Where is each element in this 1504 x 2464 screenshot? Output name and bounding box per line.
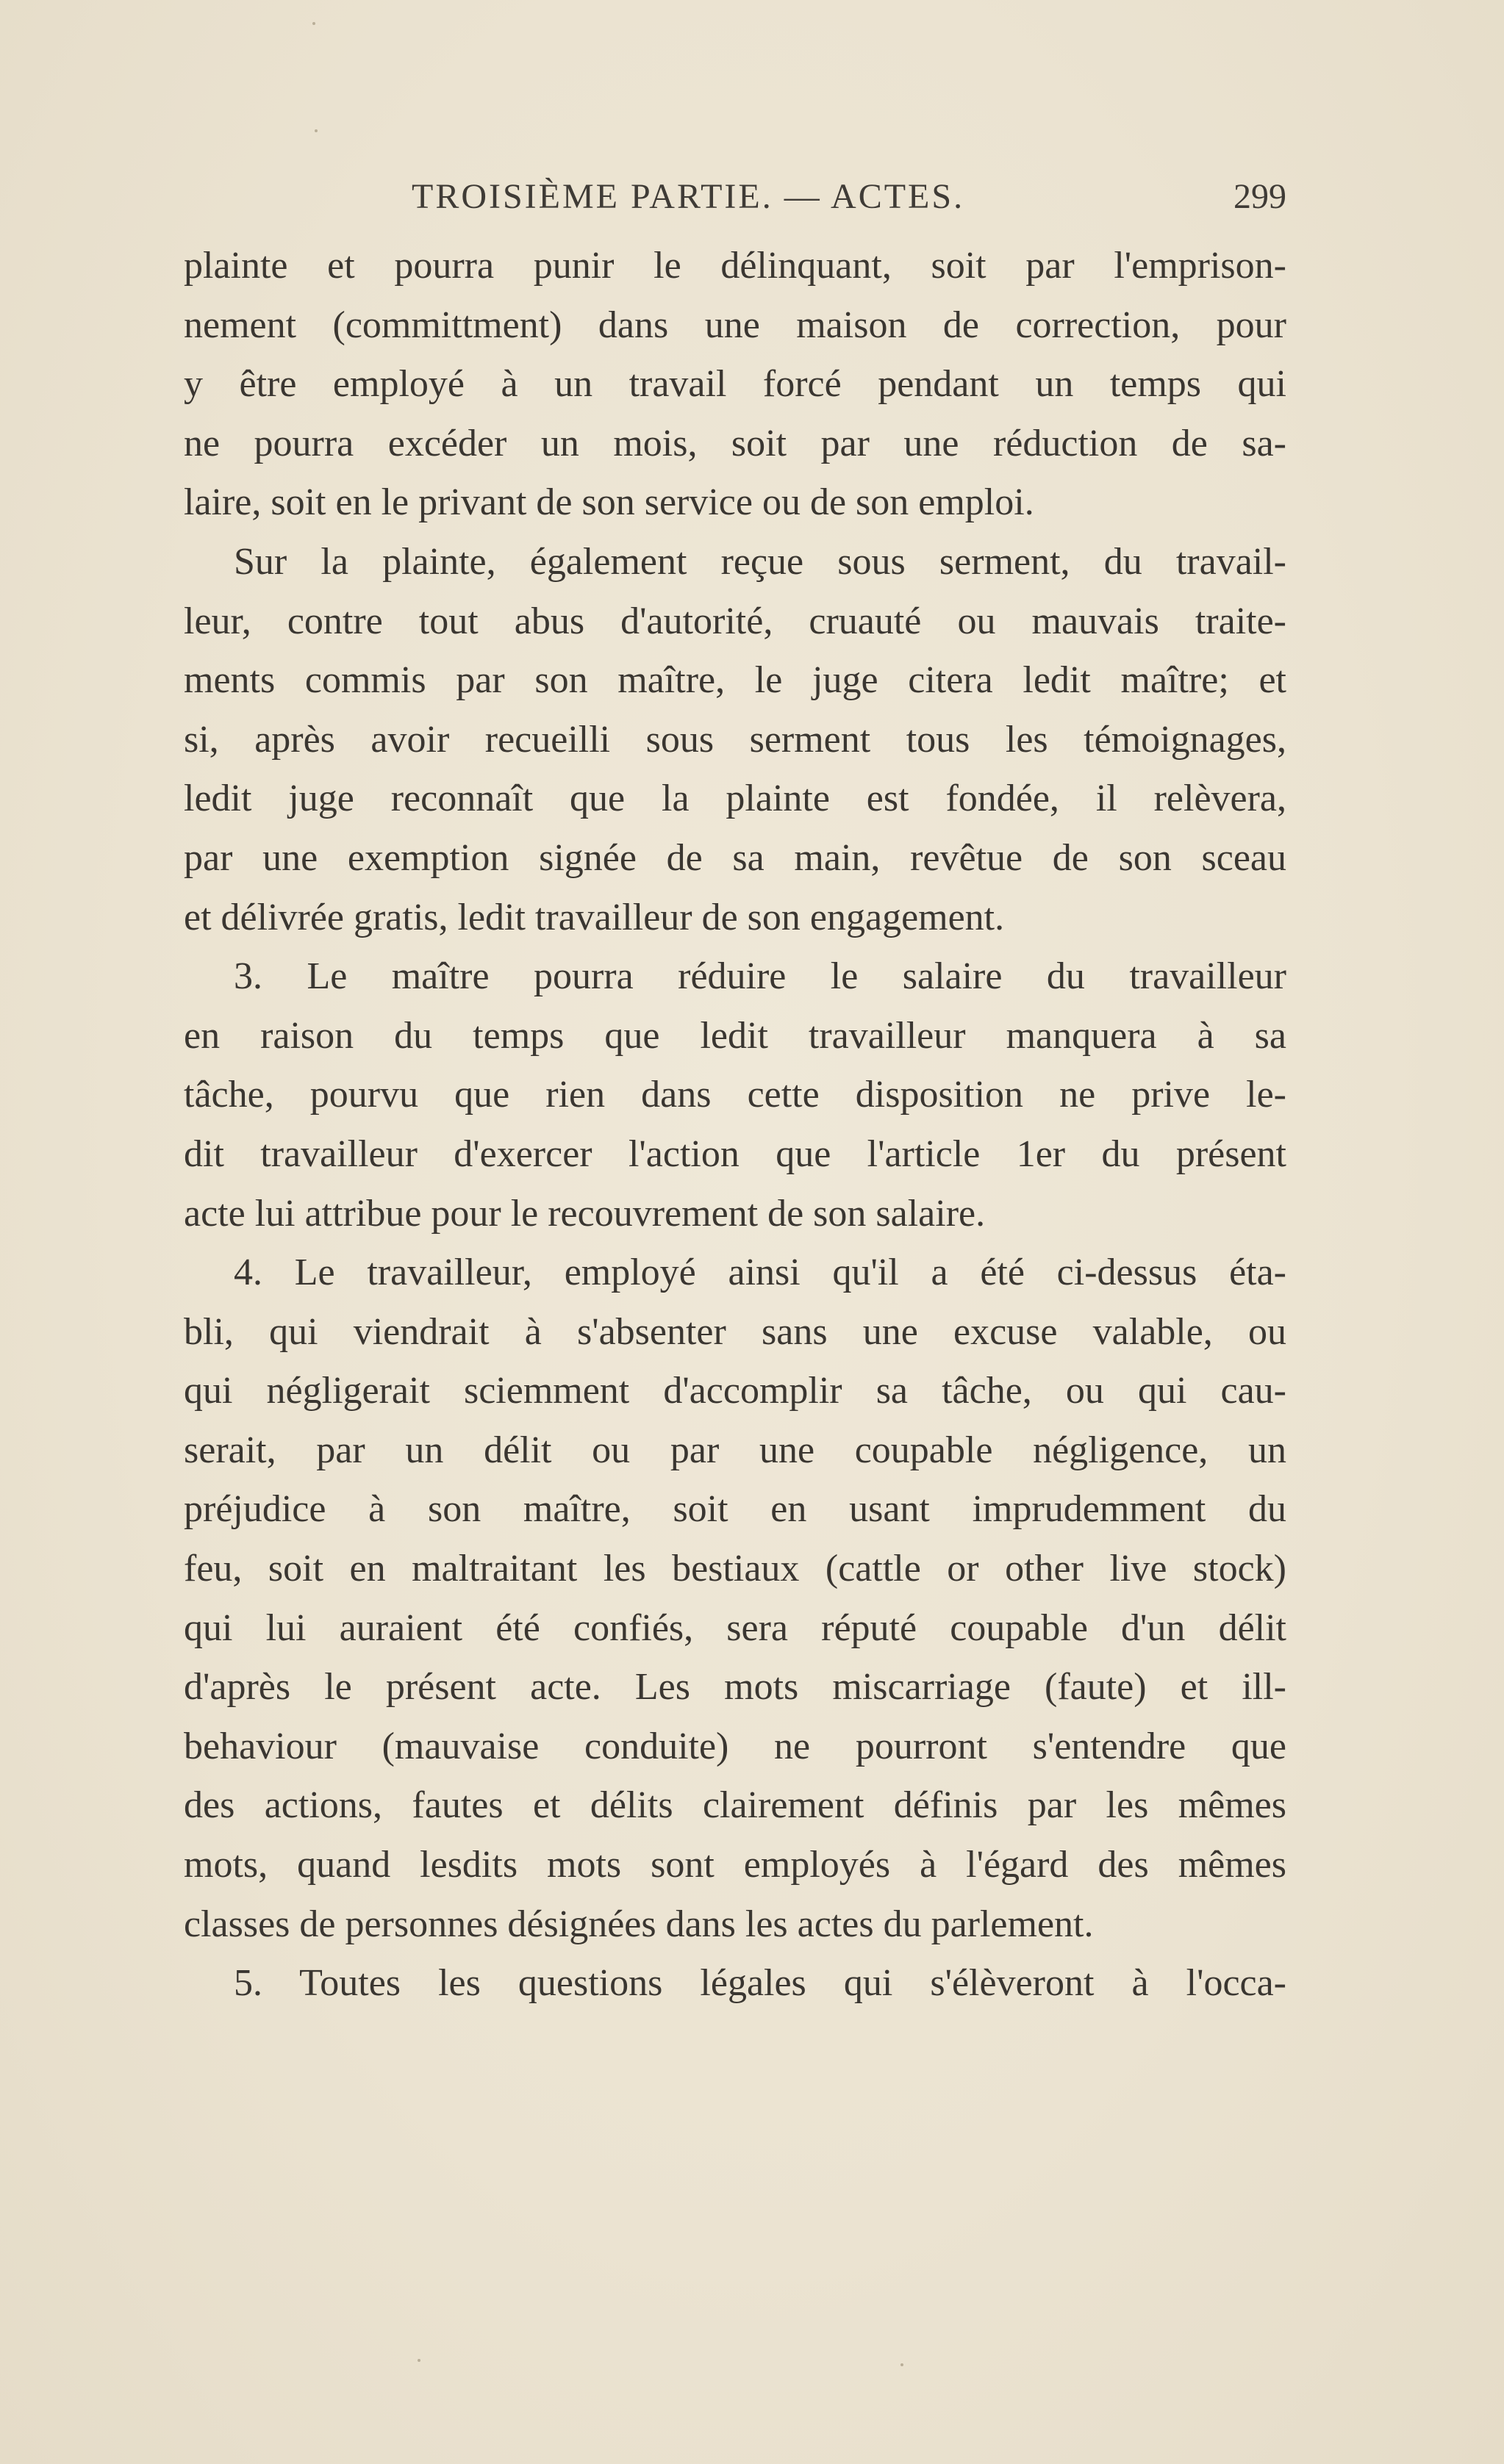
paper-speck (418, 2359, 420, 2362)
text-line: et délivrée gratis, ledit travailleur de son engagement. (184, 896, 1005, 938)
text-line: ments commis par son maître, le juge citera ledit maître; et (184, 659, 1286, 702)
text-line: classes de personnes désignées dans les actes du parlement. (184, 1903, 1094, 1945)
text-line: 3. Le maître pourra réduire le salaire du travailleur (234, 955, 1286, 998)
text-line: acte lui attribue pour le recouvrement de son salaire. (184, 1192, 986, 1235)
text-line: qui négligerait sciemment d'accomplir sa tâche, ou qui cau- (184, 1370, 1286, 1412)
text-line: tâche, pourvu que rien dans cette disposition ne prive le- (184, 1074, 1286, 1116)
text-line: qui lui auraient été confiés, sera réputé coupable d'un délit (184, 1606, 1286, 1649)
text-line: nement (committment) dans une maison de correction, pour (184, 303, 1286, 346)
text-line: 4. Le travailleur, employé ainsi qu'il a été ci-dessus éta- (234, 1251, 1286, 1294)
page-header (184, 176, 1286, 228)
text-line: laire, soit en le privant de son service ou de son emploi. (184, 481, 1034, 524)
text-line: 5. Toutes les questions légales qui s'élèveront à l'occa- (234, 1962, 1286, 2005)
text-line: si, après avoir recueilli sous serment tous les témoignages, (184, 718, 1286, 761)
text-line: plainte et pourra punir le délinquant, soit par l'emprison- (184, 245, 1286, 287)
text-line: préjudice à son maître, soit en usant imprudemment du (184, 1488, 1286, 1531)
paper-speck (315, 129, 318, 132)
text-line: ne pourra excéder un mois, soit par une réduction de sa- (184, 422, 1286, 464)
text-line: en raison du temps que ledit travailleur manquera à sa (184, 1014, 1286, 1057)
text-line: d'après le présent acte. Les mots miscarriage (faute) et ill- (184, 1666, 1286, 1709)
text-line: dit travailleur d'exercer l'action que l'article 1er du présent (184, 1132, 1286, 1175)
text-line: par une exemption signée de sa main, revêtue de son sceau (184, 836, 1286, 879)
text-line: mots, quand lesdits mots sont employés à l'égard des mêmes (184, 1844, 1286, 1886)
body-text (184, 237, 1286, 2014)
text-line: feu, soit en maltraitant les bestiaux (cattle or other live stock) (184, 1548, 1286, 1590)
text-line: Sur la plainte, également reçue sous serment, du travail- (234, 540, 1286, 583)
text-line: behaviour (mauvaise conduite) ne pourront s'entendre que (184, 1725, 1286, 1767)
text-line: leur, contre tout abus d'autorité, cruauté ou mauvais traite- (184, 600, 1286, 642)
page-number: 299 (1233, 177, 1286, 216)
running-title: TROISIÈME PARTIE. — ACTES. (412, 177, 965, 216)
text-line: bli, qui viendrait à s'absenter sans une excuse valable, ou (184, 1310, 1286, 1353)
text-line: y être employé à un travail forcé pendant un temps qui (184, 363, 1286, 406)
text-line: des actions, fautes et délits clairement définis par les mêmes (184, 1784, 1286, 1827)
text-line: serait, par un délit ou par une coupable négligence, un (184, 1429, 1286, 1471)
text-line: ledit juge reconnaît que la plainte est fondée, il relèvera, (184, 777, 1286, 820)
paper-speck (900, 2363, 903, 2366)
paper-speck (312, 22, 315, 25)
